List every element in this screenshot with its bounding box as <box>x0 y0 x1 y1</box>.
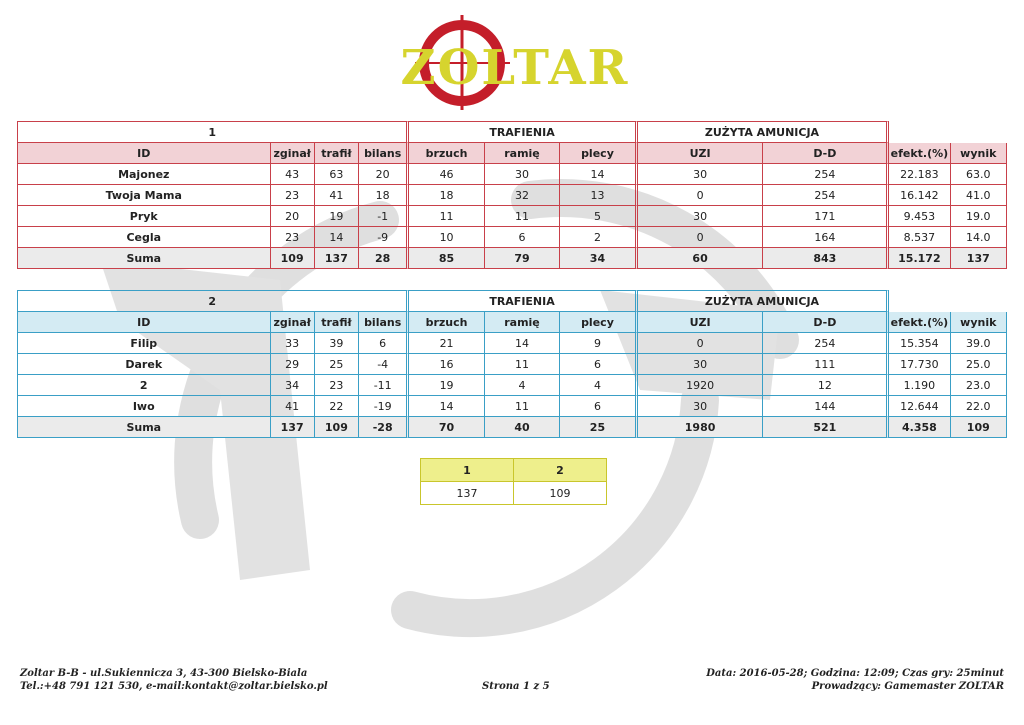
sum-row <box>17 248 1007 269</box>
table-cell: 10 <box>409 227 484 248</box>
table-cell: 39.0 <box>951 333 1007 354</box>
table-cell: 34 <box>560 248 637 269</box>
table-cell: 5 <box>560 206 637 227</box>
table-cell: 137 <box>951 248 1007 269</box>
table-cell: 1980 <box>638 417 764 438</box>
table-cell: 63 <box>315 164 359 185</box>
table-cell: 9 <box>560 333 637 354</box>
table-cell: 0 <box>638 227 764 248</box>
table-cell: 15.172 <box>889 248 950 269</box>
table-cell: 18 <box>359 185 409 206</box>
table-cell: 22.183 <box>889 164 950 185</box>
player-name: Filip <box>17 333 271 354</box>
table-cell: -11 <box>359 375 409 396</box>
col-header-dd: D-D <box>763 312 889 333</box>
table-cell: 12 <box>763 375 889 396</box>
col-header-balance: bilans <box>359 143 409 164</box>
summary-value-team-1: 137 <box>421 482 514 505</box>
table-cell: 9.453 <box>889 206 950 227</box>
col-header-back: plecy <box>560 312 637 333</box>
summary-table <box>420 458 607 505</box>
table-cell: 4.358 <box>889 417 950 438</box>
table-cell: 164 <box>763 227 889 248</box>
table-cell: 8.537 <box>889 227 950 248</box>
table-cell: 109 <box>315 417 359 438</box>
table-cell: 6 <box>359 333 409 354</box>
table-cell: 25 <box>315 354 359 375</box>
player-name: Darek <box>17 354 271 375</box>
table-cell: 11 <box>485 396 560 417</box>
team-2-table <box>17 290 1007 438</box>
col-header-balance: bilans <box>359 312 409 333</box>
team-name: 1 <box>17 121 409 143</box>
col-header-belly: brzuch <box>409 143 484 164</box>
player-name: Iwo <box>17 396 271 417</box>
table-cell: 15.354 <box>889 333 950 354</box>
logo-text: ZOLTAR <box>400 40 630 96</box>
player-name: Cegla <box>17 227 271 248</box>
table-cell: 109 <box>951 417 1007 438</box>
footer-gamemaster: Prowadzący: Gamemaster ZOLTAR <box>811 681 1004 692</box>
col-header-score: wynik <box>951 143 1007 164</box>
table-cell: 16.142 <box>889 185 950 206</box>
table-cell: 32 <box>485 185 560 206</box>
col-header-killed: zginał <box>271 143 315 164</box>
table-cell: 33 <box>271 333 315 354</box>
table-cell: 34 <box>271 375 315 396</box>
col-header-back: plecy <box>560 143 637 164</box>
table-cell: -1 <box>359 206 409 227</box>
table-cell: 60 <box>638 248 764 269</box>
table-cell: 109 <box>271 248 315 269</box>
col-header-id: ID <box>17 143 271 164</box>
table-cell: -4 <box>359 354 409 375</box>
table-cell: 14 <box>409 396 484 417</box>
table-cell: 171 <box>763 206 889 227</box>
table-cell: 22 <box>315 396 359 417</box>
player-name: Majonez <box>17 164 271 185</box>
table-cell: 14 <box>315 227 359 248</box>
table-cell: 11 <box>485 206 560 227</box>
col-header-score: wynik <box>951 312 1007 333</box>
col-header-uzi: UZI <box>638 143 764 164</box>
table-cell: 14 <box>560 164 637 185</box>
col-header-belly: brzuch <box>409 312 484 333</box>
page-number: Strona 1 z 5 <box>482 681 550 692</box>
col-header-id: ID <box>17 312 271 333</box>
table-cell: 4 <box>485 375 560 396</box>
table-cell: 39 <box>315 333 359 354</box>
table-cell: -9 <box>359 227 409 248</box>
table-cell: 63.0 <box>951 164 1007 185</box>
table-cell: 41 <box>271 396 315 417</box>
table-cell: 13 <box>560 185 637 206</box>
table-cell: 22.0 <box>951 396 1007 417</box>
table-cell: 20 <box>271 206 315 227</box>
table-cell: 18 <box>409 185 484 206</box>
table-cell: 79 <box>485 248 560 269</box>
footer-contact: Tel.:+48 791 121 530, e-mail:kontakt@zoltar.bielsko.pl <box>20 681 328 692</box>
player-name: Suma <box>17 417 271 438</box>
table-cell: 1.190 <box>889 375 950 396</box>
table-cell: 19.0 <box>951 206 1007 227</box>
table-cell: 40 <box>485 417 560 438</box>
table-cell: 6 <box>560 396 637 417</box>
player-name: Twoja Mama <box>17 185 271 206</box>
table-cell: 137 <box>271 417 315 438</box>
team-1-table <box>17 121 1007 269</box>
table-cell: 14 <box>485 333 560 354</box>
table-cell: 254 <box>763 185 889 206</box>
table-cell: 46 <box>409 164 484 185</box>
table-cell: 30 <box>638 206 764 227</box>
table-cell: 111 <box>763 354 889 375</box>
table-row <box>17 354 1007 375</box>
footer-address: Zoltar B-B - ul.Sukiennicza 3, 43-300 Bielsko-Biala <box>20 668 308 679</box>
footer-right <box>706 667 1004 693</box>
table-cell: 6 <box>560 354 637 375</box>
table-cell: 4 <box>560 375 637 396</box>
table-cell: 43 <box>271 164 315 185</box>
table-cell: 16 <box>409 354 484 375</box>
col-header-efficiency: efekt.(%) <box>889 312 950 333</box>
group-ammo-header: ZUŻYTA AMUNICJA <box>638 121 890 143</box>
table-cell: 41.0 <box>951 185 1007 206</box>
table-cell: 1920 <box>638 375 764 396</box>
table-cell: 254 <box>763 333 889 354</box>
player-name: Suma <box>17 248 271 269</box>
table-cell: 30 <box>638 164 764 185</box>
table-row <box>17 396 1007 417</box>
table-cell: 2 <box>560 227 637 248</box>
sum-row <box>17 417 1007 438</box>
table-cell: 254 <box>763 164 889 185</box>
zoltar-logo <box>395 10 635 115</box>
player-name: Pryk <box>17 206 271 227</box>
col-header-dd: D-D <box>763 143 889 164</box>
table-cell: 137 <box>315 248 359 269</box>
col-header-arm: ramię <box>485 143 560 164</box>
table-row <box>17 375 1007 396</box>
table-cell: 70 <box>409 417 484 438</box>
table-cell: 521 <box>763 417 889 438</box>
table-cell: 30 <box>638 354 764 375</box>
table-cell: -28 <box>359 417 409 438</box>
table-cell: 6 <box>485 227 560 248</box>
table-cell: 30 <box>485 164 560 185</box>
table-row <box>17 333 1007 354</box>
table-cell: 23.0 <box>951 375 1007 396</box>
col-header-hits: trafił <box>315 312 359 333</box>
table-cell: 23 <box>271 227 315 248</box>
summary-header-team-1: 1 <box>421 459 514 482</box>
player-name: 2 <box>17 375 271 396</box>
group-hits-header: TRAFIENIA <box>409 290 637 312</box>
table-cell: 23 <box>271 185 315 206</box>
table-cell: 30 <box>638 396 764 417</box>
table-cell: 17.730 <box>889 354 950 375</box>
table-cell: 14.0 <box>951 227 1007 248</box>
col-header-efficiency: efekt.(%) <box>889 143 950 164</box>
table-row <box>17 227 1007 248</box>
table-cell: 19 <box>315 206 359 227</box>
table-cell: 28 <box>359 248 409 269</box>
table-cell: -19 <box>359 396 409 417</box>
table-cell: 29 <box>271 354 315 375</box>
table-cell: 12.644 <box>889 396 950 417</box>
footer-left <box>20 667 328 693</box>
col-header-hits: trafił <box>315 143 359 164</box>
table-cell: 11 <box>409 206 484 227</box>
table-cell: 25.0 <box>951 354 1007 375</box>
team-name: 2 <box>17 290 409 312</box>
col-header-killed: zginał <box>271 312 315 333</box>
table-cell: 0 <box>638 333 764 354</box>
table-cell: 144 <box>763 396 889 417</box>
summary-header-team-2: 2 <box>514 459 607 482</box>
footer-game-info: Data: 2016-05-28; Godzina: 12:09; Czas gry: 25minut <box>706 668 1004 679</box>
col-header-arm: ramię <box>485 312 560 333</box>
table-cell: 85 <box>409 248 484 269</box>
summary-value-team-2: 109 <box>514 482 607 505</box>
table-cell: 11 <box>485 354 560 375</box>
table-cell: 20 <box>359 164 409 185</box>
table-cell: 23 <box>315 375 359 396</box>
group-ammo-header: ZUŻYTA AMUNICJA <box>638 290 890 312</box>
table-cell: 41 <box>315 185 359 206</box>
table-row <box>17 164 1007 185</box>
table-cell: 21 <box>409 333 484 354</box>
table-cell: 25 <box>560 417 637 438</box>
table-row <box>17 206 1007 227</box>
table-cell: 843 <box>763 248 889 269</box>
group-hits-header: TRAFIENIA <box>409 121 637 143</box>
table-row <box>17 185 1007 206</box>
col-header-uzi: UZI <box>638 312 764 333</box>
table-cell: 19 <box>409 375 484 396</box>
table-cell: 0 <box>638 185 764 206</box>
